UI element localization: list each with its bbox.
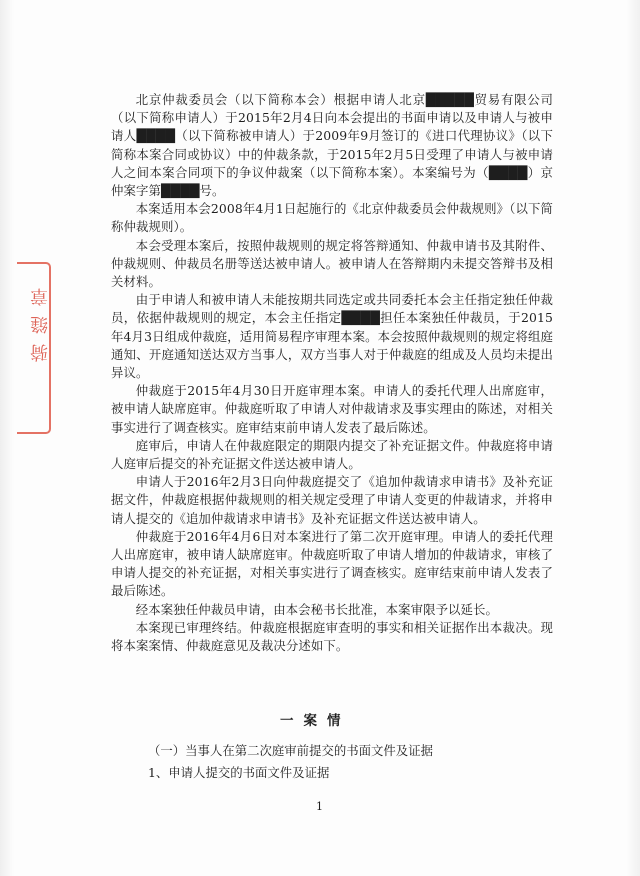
paragraph-acceptance: 北京仲裁委员会（以下简称本会）根据申请人北京█████贸易有限公司（以下简称申请人）于2015年2月4日向本会提出的书面申请以及申请人与被申请人████（以下简称被申请人）于2009年9月签订的《进口代理协议》（以下简称本案合同或协议）中的仲裁条款，于2015年2月5日受理了申请人与被申请人之间本案合同项下的争议仲裁案（以下简称本案）。本案编号为（████）京仲案字第████号。 bbox=[111, 92, 553, 199]
section-heading: 一案情 bbox=[280, 713, 351, 729]
seam-seal-text: 骑缝章 bbox=[30, 278, 51, 362]
document-body bbox=[111, 91, 553, 655]
paragraph-service: 本会受理本案后，按照仲裁规则的规定将答辩通知、仲裁申请书及其附件、仲裁规则、仲裁员名册等送达被申请人。被申请人在答辩期内未提交答辩书及相关材料。 bbox=[111, 237, 553, 290]
paragraph-second-hearing: 仲裁庭于2016年4月6日对本案进行了第二次开庭审理。申请人的委托代理人出席庭审，被申请人缺席庭审。仲裁庭听取了申请人增加的仲裁请求，审核了申请人提交的补充证据，对相关事实进行了调查核实。庭审结束前申请人发表了最后陈述。 bbox=[111, 528, 553, 599]
paragraph-rules: 本案适用本会2008年4月1日起施行的《北京仲裁委员会仲裁规则》（以下简称仲裁规则）。 bbox=[111, 201, 553, 235]
paragraph-additional-claim: 申请人于2016年2月3日向仲裁庭提交了《追加仲裁请求申请书》及补充证据文件，仲裁庭根据仲裁规则的相关规定受理了申请人变更的仲裁请求，并将申请人提交的《追加仲裁请求申请书》及补充证据文件送达被申请人。 bbox=[111, 474, 553, 526]
left-edge-shadow bbox=[0, 0, 14, 876]
page-number: 1 bbox=[316, 800, 323, 813]
paragraph-first-hearing: 仲裁庭于2015年4月30日开庭审理本案。申请人的委托代理人出席庭审，被申请人缺席庭审。仲裁庭听取了申请人对仲裁请求及事实理由的陈述，对相关事实进行了调查核实。庭审结束前申请人发表了最后陈述。 bbox=[111, 383, 553, 435]
paragraph-conclusion: 本案现已审理终结。仲裁庭根据庭审查明的事实和相关证据作出本裁决。现将本案案情、仲裁庭意见及裁决分述如下。 bbox=[111, 619, 553, 654]
right-edge-shadow bbox=[626, 0, 640, 876]
paragraph-tribunal-formation: 由于申请人和被申请人未能按期共同选定或共同委托本会主任指定独任仲裁员，依据仲裁规则的规定，本会主任指定████担任本案独任仲裁员，于2015年4月3日组成仲裁庭，适用简易程序审理本案。本会按照仲裁规则的规定将组庭通知、开庭通知送达双方当事人，双方当事人对于仲裁庭的组成及人员均未提出异议。 bbox=[111, 292, 553, 381]
subheading-documents: （一）当事人在第二次庭审前提交的书面文件及证据 bbox=[148, 743, 433, 758]
paragraph-post-hearing: 庭审后，申请人在仲裁庭限定的期限内提交了补充证据文件。仲裁庭将申请人庭审后提交的补充证据文件送达被申请人。 bbox=[111, 437, 553, 472]
subheading-applicant-evidence: 1、申请人提交的书面文件及证据 bbox=[148, 765, 330, 780]
paragraph-extension: 经本案独任仲裁员申请，由本会秘书长批准，本案审限予以延长。 bbox=[135, 601, 499, 617]
